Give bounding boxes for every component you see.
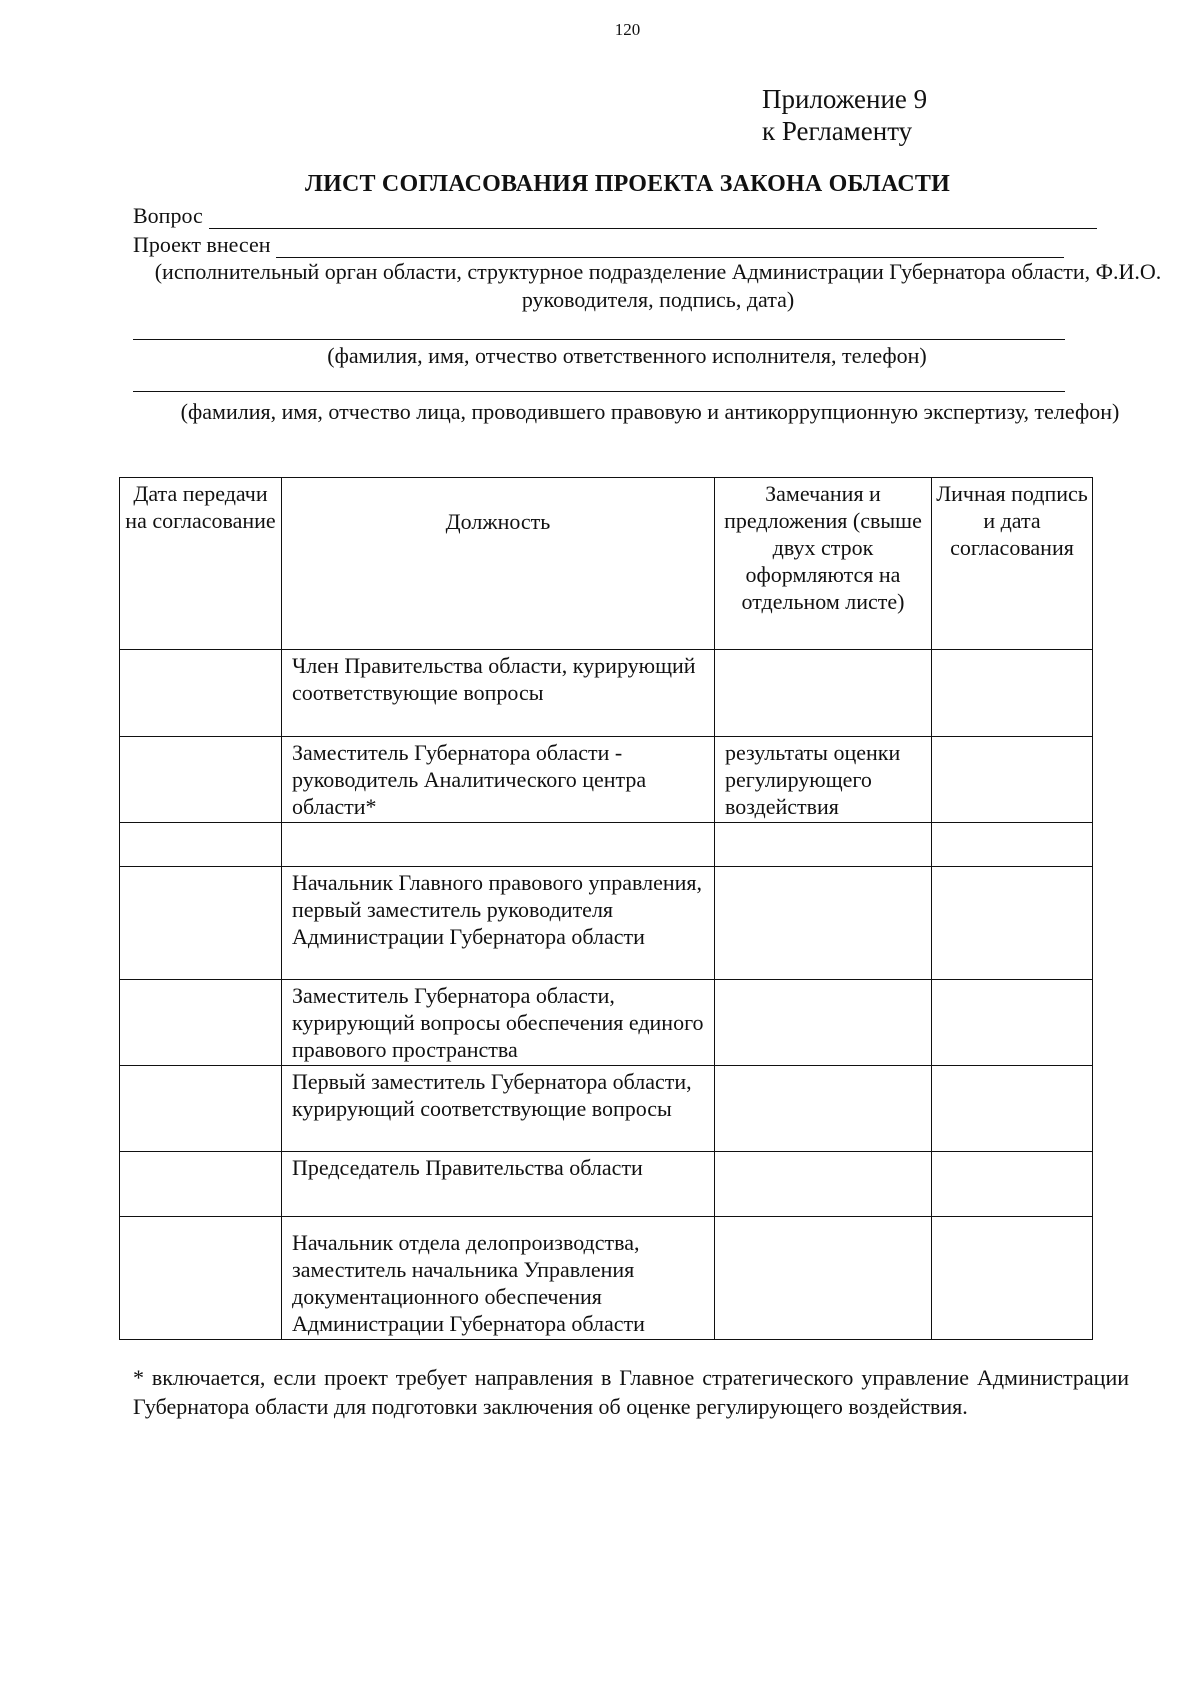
remarks-cell[interactable] (715, 1066, 932, 1152)
date-cell[interactable] (120, 867, 282, 980)
signature-cell[interactable] (932, 650, 1093, 737)
page-number: 120 (614, 20, 641, 39)
approval-table (119, 477, 1093, 1340)
position-cell: Член Правительства области, курирующий соответствующие вопросы (282, 650, 715, 737)
position-cell: Начальник отдела делопроизводства, заместитель начальника Управления документационного обеспечения Администрации Губернатора области (282, 1217, 715, 1340)
position-cell: Заместитель Губернатора области, курирующий вопросы обеспечения единого правового пространства (282, 980, 715, 1066)
appendix-line-1: Приложение 9 (762, 84, 928, 114)
remarks-cell[interactable]: результаты оценки регулирующего воздействия (715, 737, 932, 823)
date-cell[interactable] (120, 1217, 282, 1340)
project-submitted-label: Проект внесен (133, 232, 271, 257)
question-label: Вопрос (133, 203, 203, 228)
remarks-cell[interactable] (715, 823, 932, 867)
table-row (120, 1152, 1093, 1217)
remarks-cell[interactable] (715, 1152, 932, 1217)
position-cell (282, 823, 715, 867)
table-row (120, 650, 1093, 737)
header-position: Должность (282, 478, 715, 650)
position-cell: Заместитель Губернатора области - руководитель Аналитического центра области* (282, 737, 715, 823)
date-cell[interactable] (120, 737, 282, 823)
date-cell[interactable] (120, 1152, 282, 1217)
executor-blank-line[interactable] (133, 339, 1065, 340)
table-row (120, 1066, 1093, 1152)
header-date: Дата передачи на согласование (120, 478, 282, 650)
signature-cell[interactable] (932, 823, 1093, 867)
remarks-cell[interactable] (715, 867, 932, 980)
expert-blank-line[interactable] (133, 391, 1065, 392)
appendix-line-2: к Регламенту (762, 116, 913, 146)
date-cell[interactable] (120, 823, 282, 867)
table-header-row (120, 478, 1093, 650)
position-cell: Первый заместитель Губернатора области, курирующий соответствующие вопросы (282, 1066, 715, 1152)
table-row (120, 737, 1093, 823)
remarks-cell[interactable] (715, 650, 932, 737)
question-field (133, 203, 1097, 229)
table-row (120, 823, 1093, 867)
org-caption: (исполнительный орган области, структурное подразделение Администрации Губернатора области, Ф.И.О. руководителя, подпись, дата) (154, 259, 1162, 312)
project-submitted-field (133, 232, 1064, 258)
footnote: * включается, если проект требует направления в Главное стратегического управление Администрации Губернатора области для подготовки заключения об оценке регулирующего воздействия. (133, 1365, 1129, 1419)
signature-cell[interactable] (932, 1066, 1093, 1152)
table-row (120, 1217, 1093, 1340)
executor-caption: (фамилия, имя, отчество ответственного исполнителя, телефон) (327, 343, 927, 368)
position-cell: Председатель Правительства области (282, 1152, 715, 1217)
header-signature: Личная подпись и дата согласования (932, 478, 1093, 650)
appendix-note (762, 83, 927, 147)
signature-cell[interactable] (932, 1152, 1093, 1217)
question-blank-line[interactable] (209, 209, 1097, 229)
project-submitted-blank-line[interactable] (276, 238, 1064, 258)
expert-caption: (фамилия, имя, отчество лица, проводившего правовую и антикоррупционную экспертизу, телефон) (180, 399, 1120, 424)
remarks-cell[interactable] (715, 980, 932, 1066)
date-cell[interactable] (120, 1066, 282, 1152)
table-row (120, 980, 1093, 1066)
header-remarks: Замечания и предложения (свыше двух строк оформляются на отдельном листе) (715, 478, 932, 650)
date-cell[interactable] (120, 980, 282, 1066)
table-row (120, 867, 1093, 980)
date-cell[interactable] (120, 650, 282, 737)
signature-cell[interactable] (932, 980, 1093, 1066)
position-cell: Начальник Главного правового управления, первый заместитель руководителя Администрации Губернатора области (282, 867, 715, 980)
remarks-cell[interactable] (715, 1217, 932, 1340)
signature-cell[interactable] (932, 867, 1093, 980)
document-title: ЛИСТ СОГЛАСОВАНИЯ ПРОЕКТА ЗАКОНА ОБЛАСТИ (305, 171, 950, 197)
signature-cell[interactable] (932, 1217, 1093, 1340)
signature-cell[interactable] (932, 737, 1093, 823)
